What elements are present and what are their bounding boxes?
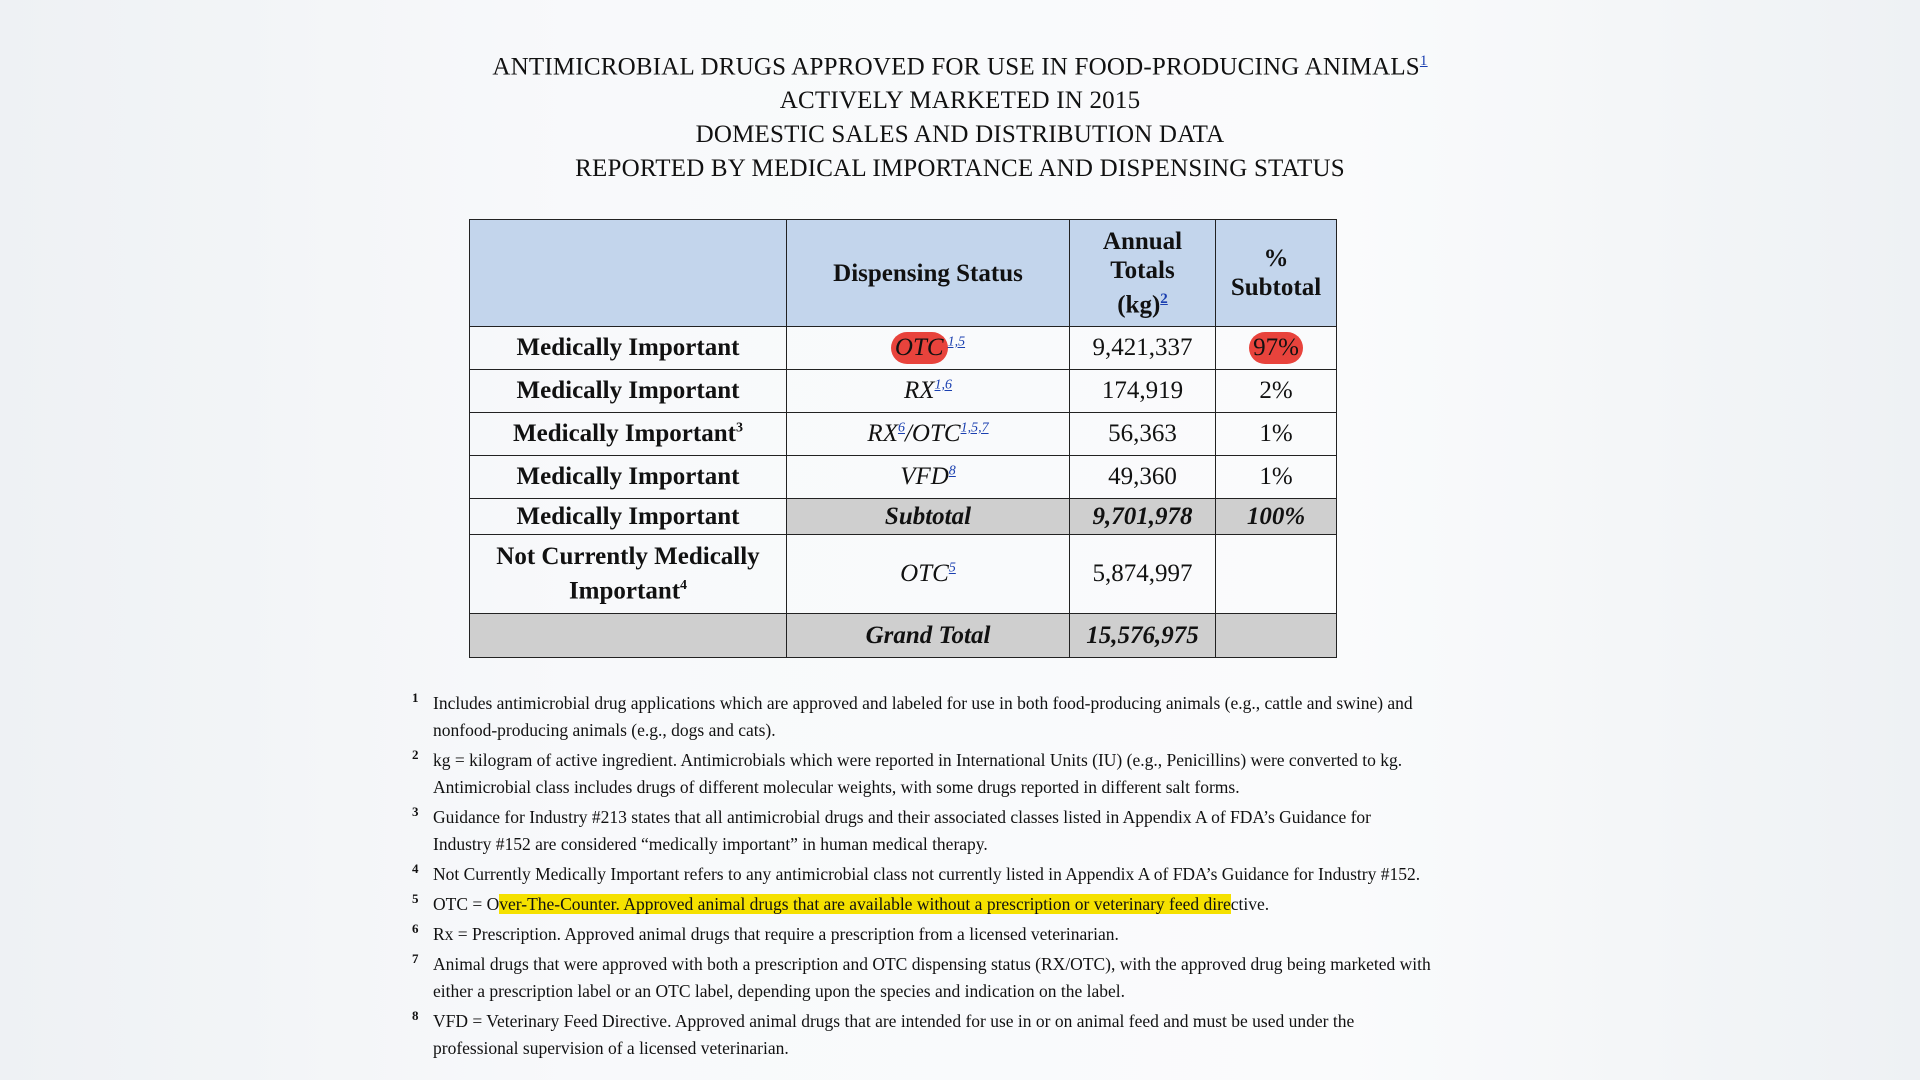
footnote-link[interactable]: 1,5,7: [960, 420, 989, 436]
header-pct-subtotal: % Subtotal: [1216, 220, 1337, 327]
footnote: 6 Rx = Prescription. Approved animal drugs that require a prescription from a licensed veterinarian.: [412, 921, 1119, 944]
header-annual-totals: Annual Totals (kg)$^2$: [1070, 220, 1216, 327]
pct-cell: [1216, 535, 1337, 614]
footnote-link[interactable]: 8: [948, 463, 956, 479]
category-cell: Not Currently Medically Important$^4$: [470, 535, 787, 614]
category-cell: Medically Important: [470, 456, 787, 499]
dispensing-cell: OTC$^5$: [787, 535, 1070, 614]
category-cell: Medically Important: [470, 370, 787, 413]
table-row: [470, 413, 1337, 456]
category-cell: Medically Important: [470, 327, 787, 370]
highlight-annotation: ver-The-Counter. Approved animal drugs that are available without a prescription or veterinary feed dire: [499, 894, 1231, 914]
footnote: 3 Guidance for Industry #213 states that all antimicrobial drugs and their associated classes listed in Appendix A of FDA’s Guidance for Industry #152 are considered “medically important” in human medical therapy.: [412, 804, 1371, 854]
dispensing-cell: RX$^{1,6}$: [787, 370, 1070, 413]
title-line-1: ANTIMICROBIAL DRUGS APPROVED FOR USE IN FOOD-PRODUCING ANIMALS$^1$: [492, 53, 1428, 81]
footnote-link[interactable]: 1,5: [947, 334, 966, 350]
header-category: [470, 220, 787, 327]
total-cell: 49,360: [1070, 456, 1216, 499]
dispensing-cell: $RX^6/OTC^{1,5,7}$: [787, 413, 1070, 456]
footnotes: [412, 690, 1512, 1065]
document-title: [0, 44, 1920, 186]
title-line-3: DOMESTIC SALES AND DISTRIBUTION DATA: [695, 121, 1225, 149]
pct-cell: 1%: [1216, 456, 1337, 499]
footnote-link[interactable]: 5: [948, 560, 956, 576]
total-cell: 9,421,337: [1070, 327, 1216, 370]
subtotal-total: 9,701,978: [1070, 499, 1216, 535]
circle-annotation: 97%: [1249, 332, 1303, 364]
footnote: 1 Includes antimicrobial drug applications which are approved and labeled for use in both food-producing animals (e.g., cattle and swine) and nonfood-producing animals (e.g., dogs and cats).: [412, 690, 1413, 740]
total-cell: 56,363: [1070, 413, 1216, 456]
table-row: [470, 327, 1337, 370]
total-cell: 5,874,997: [1070, 535, 1216, 614]
sales-table: [469, 219, 1337, 658]
grand-total-pct: [1216, 614, 1337, 658]
grand-total-label: Grand Total: [787, 614, 1070, 658]
title-line-2: ACTIVELY MARKETED IN 2015: [779, 87, 1141, 115]
header-dispensing-status: Dispensing Status: [787, 220, 1070, 327]
footnote-link[interactable]: 1,6: [934, 377, 953, 393]
table-row: [470, 456, 1337, 499]
pct-cell: [1216, 327, 1337, 370]
footnote: 2 kg = kilogram of active ingredient. Antimicrobials which were reported in International Units (IU) (e.g., Penicillins) were converted to kg. Antimicrobial class includes drugs of different molecular weights, with some drugs reported in different salt forms.: [412, 747, 1403, 797]
title-line-4: REPORTED BY MEDICAL IMPORTANCE AND DISPENSING STATUS: [575, 155, 1345, 183]
grand-total-blank: [470, 614, 787, 658]
total-cell: 174,919: [1070, 370, 1216, 413]
category-cell: Medically Important$^3$: [470, 413, 787, 456]
table-row: [470, 370, 1337, 413]
table-row: [470, 535, 1337, 614]
subtotal-label: Subtotal: [787, 499, 1070, 535]
footnote: 7 Animal drugs that were approved with both a prescription and OTC dispensing status (RX/OTC), with the approved drug being marketed with either a prescription label or an OTC label, depending upon the species and indication on the label.: [412, 951, 1431, 1001]
dispensing-cell: [787, 327, 1070, 370]
pct-cell: 1%: [1216, 413, 1337, 456]
table-header-row: [470, 220, 1337, 327]
footnote-link[interactable]: 6: [897, 420, 905, 436]
annual-footnote-link[interactable]: 2: [1160, 290, 1168, 307]
subtotal-row: [470, 499, 1337, 535]
subtotal-pct: 100%: [1216, 499, 1337, 535]
circle-annotation: OTC: [891, 332, 948, 364]
footnote: 4 Not Currently Medically Important refers to any antimicrobial class not currently listed in Appendix A of FDA’s Guidance for Industry #152.: [412, 861, 1421, 884]
pct-cell: 2%: [1216, 370, 1337, 413]
footnote: 5 OTC = Over-The-Counter. Approved animal drugs that are available without a prescription or veterinary feed directive.: [412, 891, 1270, 914]
category-cell: Medically Important: [470, 499, 787, 535]
grand-total-value: 15,576,975: [1070, 614, 1216, 658]
grand-total-row: [470, 614, 1337, 658]
title-footnote-link[interactable]: 1: [1419, 53, 1428, 69]
footnote: 8 VFD = Veterinary Feed Directive. Approved animal drugs that are intended for use in or on animal feed and must be used under the professional supervision of a licensed veterinarian.: [412, 1008, 1355, 1058]
dispensing-cell: VFD$^8$: [787, 456, 1070, 499]
